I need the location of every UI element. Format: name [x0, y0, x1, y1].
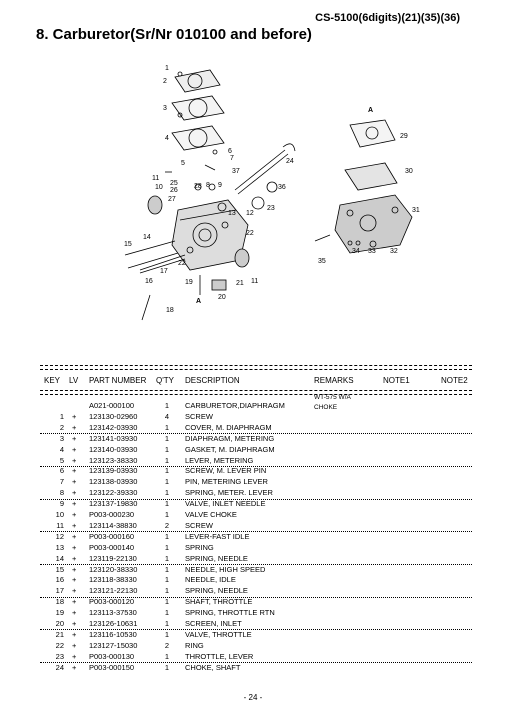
row-key: 8 — [59, 488, 64, 498]
row-part-number: 123127-15030 — [89, 640, 138, 650]
row-key: 20 — [55, 619, 64, 628]
row-part-number: 123113-37530 — [89, 608, 137, 618]
svg-text:34: 34 — [352, 248, 360, 255]
svg-text:20: 20 — [218, 294, 226, 301]
svg-text:29: 29 — [400, 133, 408, 140]
row-level: + — [72, 422, 77, 432]
col-part-number: PART NUMBER — [89, 376, 147, 385]
table-row — [0, 445, 506, 455]
svg-text:3: 3 — [163, 105, 167, 112]
svg-text:28: 28 — [194, 183, 202, 190]
row-key: 2 — [59, 422, 64, 432]
svg-text:18: 18 — [166, 307, 174, 314]
row-qty: 1 — [164, 455, 170, 465]
row-key: 12 — [55, 531, 64, 541]
row-key: 3 — [59, 433, 64, 443]
row-description: LEVER-FAST IDLE — [185, 531, 250, 541]
row-description: NEEDLE, HIGH SPEED — [185, 564, 266, 574]
row-key: 14 — [55, 553, 64, 563]
table-row — [0, 532, 506, 542]
col-note1: NOTE1 — [383, 376, 410, 385]
row-key: 17 — [55, 586, 64, 596]
diaphragm-gasket — [172, 126, 224, 150]
row-key: 4 — [59, 444, 64, 454]
row-level: + — [72, 499, 77, 509]
svg-text:11: 11 — [152, 175, 160, 182]
row-level: + — [72, 662, 77, 672]
row-description: COVER, M. DIAPHRAGM — [185, 422, 272, 432]
row-description: THROTTLE, LEVER — [185, 651, 254, 661]
row-description: DIAPHRAGM, METERING — [185, 433, 275, 443]
model-code: CS-5100(6digits)(21)(35)(36) — [315, 12, 460, 24]
page-title: 8. Carburetor(Sr/Nr 010100 and before) — [36, 26, 312, 43]
row-level: + — [72, 651, 77, 661]
table-row — [0, 663, 506, 673]
row-key: 22 — [55, 640, 64, 650]
row-description: LEVER, METERING — [185, 455, 254, 465]
row-description: SCREEN, INLET — [185, 619, 242, 628]
row-key: 11 — [56, 520, 64, 530]
svg-text:19: 19 — [185, 279, 193, 286]
row-level: + — [72, 433, 77, 443]
svg-text:23: 23 — [267, 205, 275, 212]
svg-text:22: 22 — [178, 260, 186, 267]
svg-text:4: 4 — [165, 135, 169, 142]
table-row — [0, 565, 506, 575]
table-header-rule — [40, 390, 472, 391]
row-key: 19 — [55, 608, 64, 618]
row-qty: 1 — [164, 542, 170, 552]
col-note2: NOTE2 — [441, 376, 468, 385]
row-qty: 1 — [164, 629, 170, 639]
row-part-number: 123142-03930 — [89, 422, 138, 432]
table-row — [0, 521, 506, 531]
part-number-callouts — [124, 65, 420, 314]
exploded-view-diagram — [0, 55, 506, 355]
svg-text:2: 2 — [163, 78, 167, 85]
metering-diaphragm — [172, 96, 224, 120]
row-qty: 1 — [164, 651, 170, 661]
table-row — [0, 575, 506, 585]
table-row — [0, 630, 506, 640]
svg-text:8: 8 — [206, 182, 210, 189]
row-description: CARBURETOR,DIAPHRAGM — [185, 401, 285, 410]
row-level: + — [72, 597, 77, 607]
svg-text:1: 1 — [165, 65, 169, 72]
remarks-line-1: WT-575 W/A — [314, 394, 351, 401]
svg-text:9: 9 — [218, 182, 222, 189]
row-qty: 1 — [164, 444, 170, 454]
row-part-number: P003-000160 — [89, 531, 135, 541]
table-row — [0, 477, 506, 487]
svg-text:15: 15 — [124, 241, 132, 248]
row-qty: 1 — [164, 401, 170, 410]
row-description: SHAFT, THROTTLE — [185, 597, 253, 607]
table-row — [0, 499, 506, 509]
row-description: NEEDLE, IDLE — [185, 575, 236, 585]
row-part-number: A021-000100 — [89, 401, 135, 410]
row-level: + — [72, 455, 77, 465]
row-qty: 1 — [164, 531, 170, 541]
table-top-rule — [40, 365, 472, 366]
table-row — [0, 543, 506, 553]
row-description: SCREW — [185, 411, 213, 421]
row-level: + — [72, 520, 77, 530]
svg-text:6: 6 — [228, 148, 232, 155]
row-qty: 1 — [164, 586, 170, 596]
row-key: 10 — [55, 510, 64, 519]
svg-text:26: 26 — [170, 187, 178, 194]
table-header-rule-2 — [40, 394, 472, 395]
row-key: 6 — [59, 466, 64, 476]
row-level: + — [72, 575, 77, 585]
table-row — [0, 488, 506, 498]
table-row — [0, 434, 506, 444]
row-qty: 2 — [164, 640, 170, 650]
svg-text:12: 12 — [246, 210, 254, 217]
row-key: 1 — [59, 411, 64, 421]
col-lv: LV — [69, 376, 79, 385]
row-level: + — [72, 411, 77, 421]
svg-text:11: 11 — [251, 278, 259, 285]
row-qty: 1 — [164, 499, 170, 509]
choke-shaft — [235, 144, 295, 194]
row-part-number: P003-000230 — [89, 510, 135, 519]
row-part-number: 123118-38330 — [89, 575, 137, 585]
svg-text:32: 32 — [390, 248, 398, 255]
row-qty: 1 — [164, 488, 170, 498]
svg-text:10: 10 — [155, 184, 163, 191]
row-key: 16 — [55, 575, 64, 585]
svg-text:24: 24 — [286, 158, 294, 165]
svg-text:31: 31 — [412, 207, 420, 214]
svg-text:37: 37 — [232, 168, 240, 175]
row-qty: 2 — [164, 520, 170, 530]
row-part-number: 123126-10631 — [89, 619, 138, 628]
table-row — [0, 608, 506, 618]
table-row — [0, 586, 506, 596]
row-part-number: 123140-03930 — [89, 444, 138, 454]
row-description: RING — [185, 640, 204, 650]
row-level: + — [72, 553, 77, 563]
page-number: - 24 - — [243, 693, 263, 702]
row-level: + — [72, 608, 77, 618]
svg-text:35: 35 — [318, 258, 326, 265]
svg-text:36: 36 — [278, 184, 286, 191]
row-description: SCREW — [185, 520, 213, 530]
row-key: 7 — [59, 477, 64, 487]
row-level: + — [72, 488, 77, 498]
row-level: + — [72, 640, 77, 650]
table-row — [0, 619, 506, 629]
row-part-number: 123122-39330 — [89, 488, 138, 498]
svg-text:22: 22 — [246, 230, 254, 237]
row-qty: 1 — [164, 608, 170, 618]
row-part-number: 123119-22130 — [89, 553, 137, 563]
row-key: 23 — [55, 651, 64, 661]
row-qty: 1 — [164, 477, 170, 487]
row-qty: 1 — [164, 422, 170, 432]
svg-text:5: 5 — [181, 160, 185, 167]
row-description: SPRING, NEEDLE — [185, 586, 248, 596]
assembled-gasket — [350, 120, 395, 147]
svg-text:13: 13 — [228, 210, 236, 217]
svg-text:21: 21 — [236, 280, 244, 287]
row-description: SPRING, NEEDLE — [185, 553, 248, 563]
table-row — [0, 652, 506, 662]
row-part-number: P003-000130 — [89, 651, 135, 661]
row-key: 18 — [55, 597, 64, 607]
row-description: SPRING, METER. LEVER — [185, 488, 273, 498]
row-part-number: P003-000150 — [89, 662, 135, 672]
row-qty: 1 — [164, 510, 170, 519]
svg-text:30: 30 — [405, 168, 413, 175]
col-key: KEY — [44, 376, 61, 385]
row-key: 15 — [55, 564, 64, 574]
table-row — [0, 466, 506, 476]
table-top-rule-2 — [40, 369, 472, 370]
row-level: + — [72, 629, 77, 639]
table-row — [0, 456, 506, 466]
row-level: + — [72, 542, 77, 552]
svg-text:27: 27 — [168, 196, 176, 203]
row-part-number: 123114-38830 — [89, 520, 137, 530]
table-row — [0, 641, 506, 651]
remarks-line-2: CHOKE — [314, 404, 338, 411]
row-key: 5 — [59, 455, 64, 465]
assembled-carburetor — [335, 195, 412, 253]
svg-text:A: A — [196, 298, 202, 305]
table-row — [0, 412, 506, 422]
row-part-number: 123137-19830 — [89, 499, 138, 509]
svg-text:A: A — [368, 107, 374, 114]
row-level: + — [72, 564, 77, 574]
row-qty: 4 — [164, 411, 170, 421]
svg-text:17: 17 — [160, 268, 168, 275]
row-part-number: 123130-02960 — [89, 411, 138, 421]
row-qty: 1 — [164, 597, 170, 607]
svg-text:7: 7 — [230, 155, 234, 162]
row-qty: 1 — [164, 433, 170, 443]
row-description: GASKET, M. DIAPHRAGM — [185, 444, 275, 454]
table-row — [0, 597, 506, 607]
row-level: + — [72, 619, 77, 628]
row-part-number: 123123-38330 — [89, 455, 138, 465]
row-qty: 1 — [164, 553, 170, 563]
row-description: SCREW, M. LEVER PIN — [185, 466, 267, 476]
row-part-number: 123139-03930 — [89, 466, 138, 476]
row-level: + — [72, 531, 77, 541]
table-row — [0, 554, 506, 564]
row-level: + — [72, 466, 77, 476]
row-description: CHOKE, SHAFT — [185, 662, 241, 672]
row-part-number: P003-000120 — [89, 597, 135, 607]
row-part-number: 123116-10530 — [89, 629, 137, 639]
svg-text:33: 33 — [368, 248, 376, 255]
row-part-number: 123138-03930 — [89, 477, 138, 487]
svg-text:16: 16 — [145, 278, 153, 285]
row-key: 24 — [55, 662, 64, 672]
row-key: 21 — [55, 629, 64, 639]
row-part-number: 123141-03930 — [89, 433, 138, 443]
row-description: SPRING, THROTTLE RTN — [185, 608, 275, 618]
row-description: VALVE, INLET NEEDLE — [185, 499, 266, 509]
row-qty: 1 — [164, 564, 170, 574]
row-level: + — [72, 586, 77, 596]
col-qty: Q'TY — [156, 376, 174, 385]
row-level: + — [72, 444, 77, 454]
row-qty: 1 — [164, 619, 170, 628]
svg-text:25: 25 — [170, 180, 178, 187]
table-row — [0, 401, 506, 411]
row-level: + — [72, 477, 77, 487]
row-key: 9 — [59, 499, 64, 509]
row-description: VALVE CHOKE — [185, 510, 237, 519]
assembled-cover — [345, 163, 397, 190]
row-description: SPRING — [185, 542, 214, 552]
row-level: + — [72, 510, 77, 519]
row-qty: 1 — [164, 575, 170, 585]
row-part-number: P003-000140 — [89, 542, 135, 552]
row-description: VALVE, THROTTLE — [185, 629, 252, 639]
row-qty: 1 — [164, 662, 170, 672]
svg-text:14: 14 — [143, 234, 151, 241]
row-part-number: 123121-22130 — [89, 586, 138, 596]
col-remarks: REMARKS — [314, 376, 354, 385]
table-row — [0, 423, 506, 433]
row-description: PIN, METERING LEVER — [185, 477, 268, 487]
col-description: DESCRIPTION — [185, 376, 240, 385]
row-key: 13 — [55, 542, 64, 552]
row-qty: 1 — [164, 466, 170, 476]
row-part-number: 123120-38330 — [89, 564, 138, 574]
table-row — [0, 510, 506, 520]
